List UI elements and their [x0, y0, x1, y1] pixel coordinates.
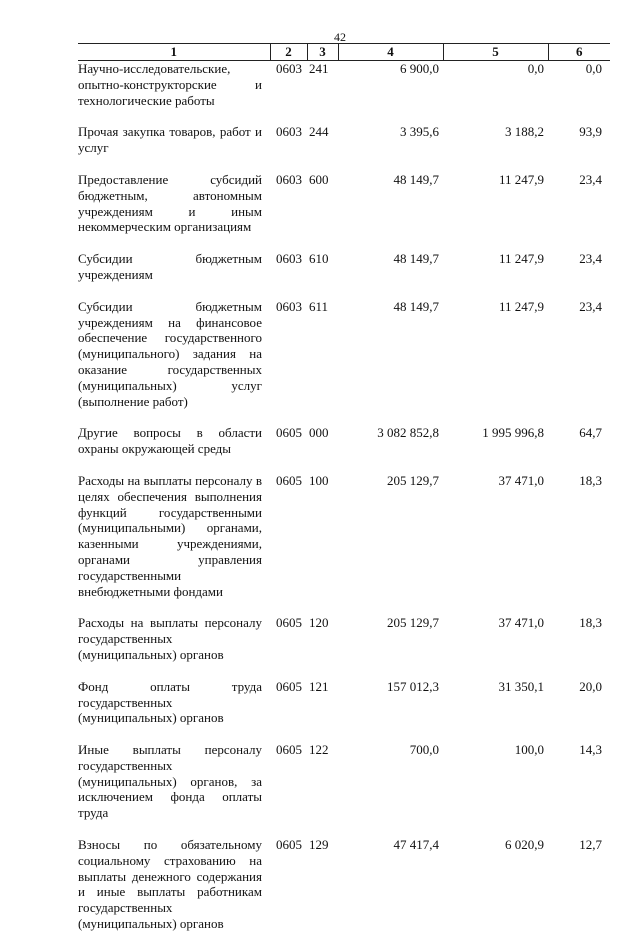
header-col-3: 3	[307, 44, 338, 61]
row-planned-value: 48 149,7	[393, 171, 439, 187]
row-spacer-cell	[78, 663, 610, 679]
table-body	[78, 61, 610, 932]
row-name-cell: Другие вопросы в области охраны окружающей среды	[78, 425, 262, 457]
header-row	[78, 44, 610, 61]
row-actual-value: 37 471,0	[498, 472, 544, 488]
row-name-cell: Предоставление субсидий бюджетным, автономным учреждениям и иным некоммерческим организациям	[78, 171, 262, 235]
table-row	[78, 61, 610, 109]
row-actual-value: 11 247,9	[498, 251, 544, 267]
header-col-1: 1	[78, 44, 270, 61]
table-row	[78, 299, 610, 410]
row-percent-value: 14,3	[579, 742, 602, 758]
row-spacer-cell	[78, 726, 610, 742]
budget-table	[78, 44, 610, 932]
row-name-cell: Прочая закупка товаров, работ и услуг	[78, 124, 262, 156]
row-name-cell: Субсидии бюджетным учреждениям на финансовое обеспечение государственного (муниципального) задания на оказание государственных (муниципальных) услуг (выполнение работ)	[78, 298, 262, 409]
row-expense-code: 122	[309, 742, 329, 758]
row-spacer-cell	[78, 156, 610, 172]
row-actual-value: 1 995 996,8	[482, 425, 544, 441]
row-name-cell: Расходы на выплаты персоналу в целях обеспечения выполнения функций государственными (муниципальными) органами, казенными учреждениями, органами управления государственными внебюджетными фондами	[78, 472, 262, 599]
row-percent-value: 64,7	[579, 425, 602, 441]
row-spacer	[78, 457, 610, 473]
row-expense-code: 000	[309, 425, 329, 441]
row-section-code: 0603	[276, 61, 302, 76]
page-number: 42	[334, 30, 346, 44]
row-actual-value: 31 350,1	[498, 678, 544, 694]
header-col-6: 6	[548, 44, 610, 61]
row-planned-value: 3 082 852,8	[377, 425, 439, 441]
header-col-4: 4	[338, 44, 443, 61]
row-expense-code: 100	[309, 472, 329, 488]
row-planned-value: 205 129,7	[387, 615, 439, 631]
row-percent-value: 18,3	[579, 472, 602, 488]
row-planned-value: 48 149,7	[393, 298, 439, 314]
row-section-code: 0605	[276, 615, 302, 631]
row-planned-value: 6 900,0	[400, 61, 439, 76]
table-row	[78, 615, 610, 662]
row-section-code: 0603	[276, 298, 302, 314]
row-name-cell: Субсидии бюджетным учреждениям	[78, 251, 262, 282]
row-expense-code: 610	[309, 251, 329, 267]
row-spacer-cell	[78, 821, 610, 837]
row-actual-value: 3 188,2	[505, 124, 544, 140]
row-planned-value: 3 395,6	[400, 124, 439, 140]
row-spacer-cell	[78, 235, 610, 251]
table-row	[78, 172, 610, 235]
row-actual-value: 37 471,0	[498, 615, 544, 631]
row-spacer	[78, 821, 610, 837]
row-percent-value: 12,7	[579, 837, 602, 853]
row-spacer	[78, 599, 610, 615]
row-expense-code: 129	[309, 837, 329, 853]
row-spacer	[78, 156, 610, 172]
row-percent-value: 18,3	[579, 615, 602, 631]
row-spacer	[78, 235, 610, 251]
header-col-2: 2	[270, 44, 307, 61]
header-col-5: 5	[443, 44, 548, 61]
row-percent-value: 93,9	[579, 124, 602, 140]
row-spacer	[78, 726, 610, 742]
row-section-code: 0605	[276, 837, 302, 853]
row-section-code: 0605	[276, 472, 302, 488]
row-expense-code: 120	[309, 615, 329, 631]
row-expense-code: 600	[309, 171, 329, 187]
row-name-cell: Научно-исследовательские, опытно-конструкторские и технологические работы	[78, 61, 262, 108]
table-row	[78, 473, 610, 599]
table-row	[78, 425, 610, 457]
table-row	[78, 742, 610, 821]
row-expense-code: 244	[309, 124, 329, 140]
table-row	[78, 679, 610, 726]
row-percent-value: 20,0	[579, 678, 602, 694]
row-expense-code: 241	[309, 61, 329, 76]
row-spacer	[78, 663, 610, 679]
row-spacer-cell	[78, 599, 610, 615]
row-section-code: 0605	[276, 742, 302, 758]
row-section-code: 0605	[276, 425, 302, 441]
row-actual-value: 0,0	[527, 61, 544, 76]
row-spacer-cell	[78, 283, 610, 299]
table-row	[78, 251, 610, 283]
row-spacer	[78, 409, 610, 425]
row-percent-value: 0,0	[585, 61, 602, 76]
row-expense-code: 611	[309, 298, 329, 314]
row-spacer	[78, 283, 610, 299]
row-actual-value: 11 247,9	[498, 298, 544, 314]
row-section-code: 0603	[276, 251, 302, 267]
row-spacer-cell	[78, 409, 610, 425]
row-name-cell: Расходы на выплаты персоналу государственных (муниципальных) органов	[78, 615, 262, 662]
row-name-cell: Взносы по обязательному социальному страхованию на выплаты денежного содержания и иные выплаты работникам государственных (муниципальных) органов	[78, 837, 262, 932]
row-section-code: 0605	[276, 678, 302, 694]
table-row	[78, 837, 610, 932]
row-name-cell: Фонд оплаты труда государственных (муниципальных) органов	[78, 678, 262, 726]
row-percent-value: 23,4	[579, 298, 602, 314]
row-planned-value: 205 129,7	[387, 472, 439, 488]
row-expense-code: 121	[309, 678, 329, 694]
row-planned-value: 47 417,4	[393, 837, 439, 853]
row-planned-value: 48 149,7	[393, 251, 439, 267]
table-row	[78, 124, 610, 156]
row-planned-value: 700,0	[409, 742, 439, 758]
row-section-code: 0603	[276, 124, 302, 140]
row-actual-value: 100,0	[514, 742, 544, 758]
row-spacer-cell	[78, 108, 610, 124]
row-actual-value: 6 020,9	[505, 837, 544, 853]
row-spacer-cell	[78, 457, 610, 473]
row-planned-value: 157 012,3	[387, 678, 439, 694]
row-percent-value: 23,4	[579, 251, 602, 267]
row-name-cell: Иные выплаты персоналу государственных (муниципальных) органов, за исключением фонда оплаты труда	[78, 742, 262, 821]
row-section-code: 0603	[276, 171, 302, 187]
row-actual-value: 11 247,9	[498, 171, 544, 187]
row-spacer	[78, 108, 610, 124]
row-percent-value: 23,4	[579, 171, 602, 187]
